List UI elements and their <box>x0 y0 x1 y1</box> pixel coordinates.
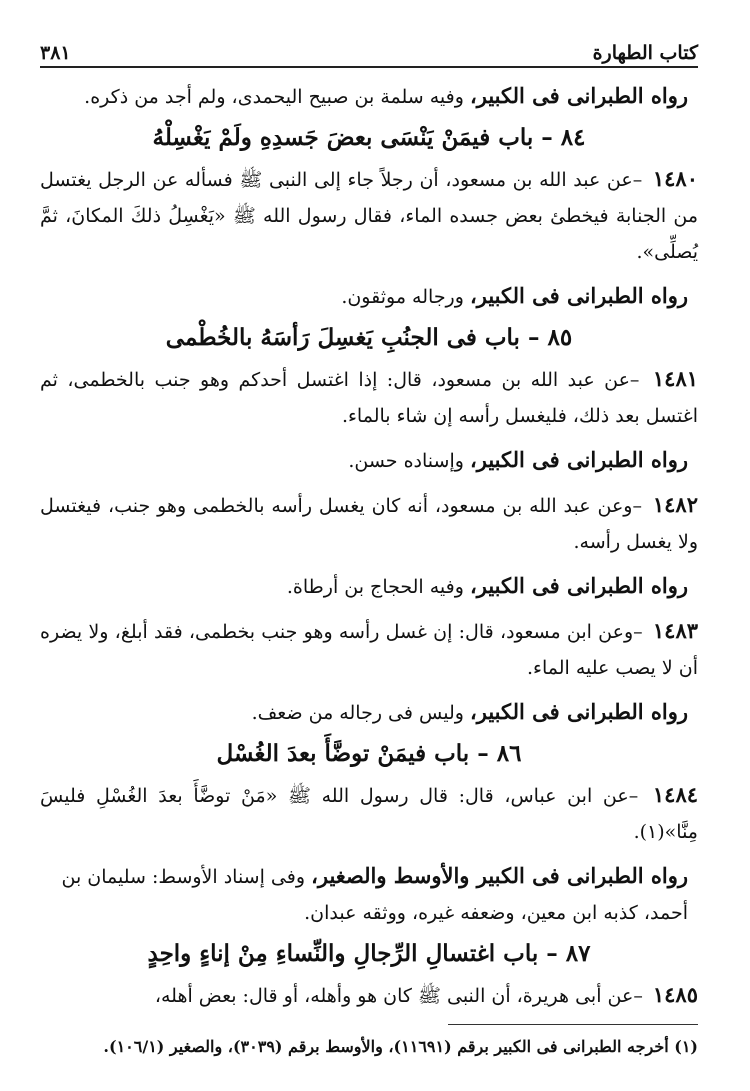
hadith-text: –عن عبد الله بن مسعود، أن رجلاً جاء إلى النبى ﷺ فسأله عن الرجل يغتسل من الجنابة فيخطئ بعض جسده الماء، فقال رسول الله ﷺ «يَغْسِلُ ذلكَ المكانَ، ثمَّ يُصلِّى». <box>40 169 698 263</box>
hadith-number: ١٤٨٥ <box>652 982 698 1007</box>
hadith <box>40 613 698 686</box>
narration-text: وليس فى رجاله من ضعف. <box>251 702 464 724</box>
hadith-text: –عن ابن عباس، قال: قال رسول الله ﷺ «مَنْ توضَّأَ بعدَ الغُسْلِ فليسَ مِنَّا»(١). <box>40 785 698 843</box>
narration-text: وفى إسناد الأوسط: سليمان بن أحمد، كذبه ابن معين، وضعفه غيره، ووثقه عبدان. <box>61 866 688 924</box>
narration-source: رواه الطبرانى فى الكبير، <box>469 283 688 308</box>
hadith <box>40 487 698 560</box>
narration-text: ورجاله موثقون. <box>341 286 464 308</box>
hadith-number: ١٤٨٢ <box>652 492 698 517</box>
hadith <box>40 777 698 850</box>
narration <box>40 278 688 315</box>
hadith-number: ١٤٨٠ <box>652 166 698 191</box>
chapter-heading: ٨٦ – باب فيمَنْ توضَّأَ بعدَ الغُسْل <box>216 740 522 767</box>
hadith-text: –عن عبد الله بن مسعود، قال: إذا اغتسل أحدكم وهو جنب بالخطمى، ثم اغتسل بعد ذلك، فليغسل رأسه إن شاء بالماء. <box>40 369 698 427</box>
chapter-heading: ٨٧ – باب اغتسالِ الرِّجالِ والنِّساءِ مِنْ إناءٍ واحِدٍ <box>147 940 591 967</box>
narration <box>40 568 688 605</box>
chapter-heading: ٨٥ – باب فى الجنُبِ يَغسِلَ رَأسَهُ بالخُطْمى <box>165 324 573 351</box>
page-number: ٣٨١ <box>40 42 71 64</box>
footnote: (١) أخرجه الطبرانى فى الكبير برقم (١١٦٩١)، والأوسط برقم (٣٠٣٩)، والصغير (١٠٦/١). <box>103 1037 698 1056</box>
hadith-number: ١٤٨٣ <box>652 618 699 643</box>
hadith <box>40 361 698 434</box>
narration-source: رواه الطبرانى فى الكبير والأوسط والصغير، <box>311 863 688 888</box>
book-title: كتاب الطهارة <box>592 42 698 64</box>
narration-source: رواه الطبرانى فى الكبير، <box>469 699 688 724</box>
narration-text: وفيه سلمة بن صبيح اليحمدى، ولم أجد من ذكره. <box>84 86 464 108</box>
narration-source: رواه الطبرانى فى الكبير، <box>469 83 688 108</box>
page-header <box>40 30 698 68</box>
narration <box>40 442 688 479</box>
narration <box>40 694 688 731</box>
hadith-number: ١٤٨٤ <box>652 782 699 807</box>
narration-source: رواه الطبرانى فى الكبير، <box>469 573 688 598</box>
hadith-text: –عن أبى هريرة، أن النبى ﷺ كان هو وأهله، أو قال: بعض أهله، <box>154 985 643 1007</box>
chapter-heading: ٨٤ – باب فيمَنْ يَنْسَى بعضَ جَسدِهِ ولَمْ يَغْسِلْهُ <box>152 124 586 151</box>
narration-source: رواه الطبرانى فى الكبير، <box>469 447 688 472</box>
footnote-divider <box>448 1024 698 1025</box>
hadith <box>40 161 698 270</box>
hadith-number: ١٤٨١ <box>652 366 699 391</box>
narration <box>40 78 688 115</box>
narration-text: وإسناده حسن. <box>348 450 464 472</box>
narration-text: وفيه الحجاج بن أرطاة. <box>286 576 464 598</box>
narration <box>40 858 688 931</box>
hadith-text: –وعن عبد الله بن مسعود، أنه كان يغسل رأسه بالخطمى وهو جنب، فيغتسل ولا يغسل رأسه. <box>40 495 698 553</box>
hadith <box>40 977 698 1014</box>
hadith-text: –وعن ابن مسعود، قال: إن غسل رأسه وهو جنب بخطمى، فقد أبلغ، ولا يضره أن لا يصب عليه الماء. <box>40 621 698 679</box>
